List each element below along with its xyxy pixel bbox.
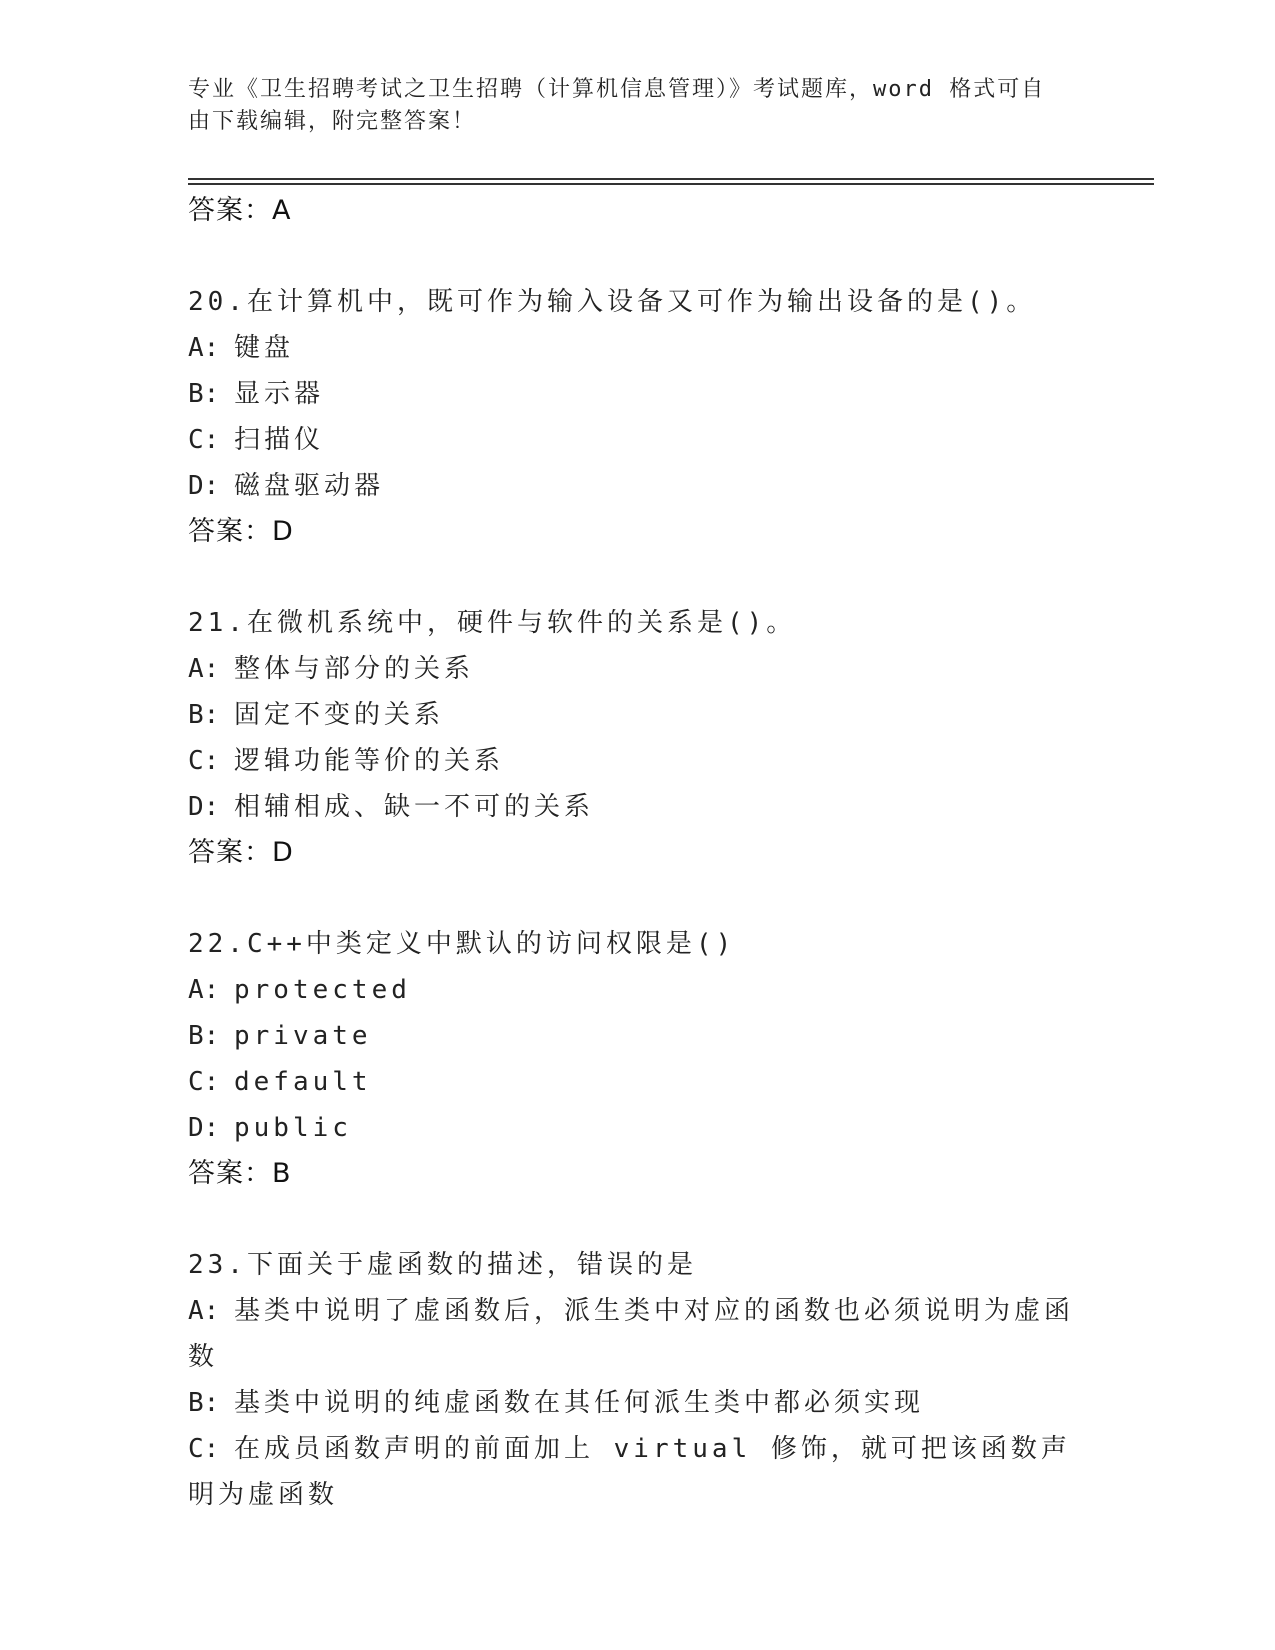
option-c [188,1426,1088,1518]
option-c [188,1059,1088,1105]
option-text: 在成员函数声明的前面加上 virtual 修饰，就可把该函数声明为虚函数 [188,1434,1071,1510]
option-text: 扫描仪 [234,425,325,455]
option-text: 基类中说明的纯虚函数在其任何派生类中都必须实现 [234,1388,925,1418]
option-a [188,646,1088,692]
spacer [188,555,1088,600]
option-text: 整体与部分的关系 [234,654,475,684]
option-b [188,692,1088,738]
option-key: A: [188,333,220,363]
question-stem: 23.下面关于虚函数的描述，错误的是 [188,1250,697,1280]
option-key: A: [188,975,220,1005]
option-text: 逻辑功能等价的关系 [234,746,505,776]
option-d [188,463,1088,509]
option-key: D: [188,471,220,501]
option-a [188,325,1088,371]
option-key: B: [188,1021,220,1051]
option-b [188,371,1088,417]
answer-line: 答案：D [188,837,294,868]
question-stem: 22.C++中类定义中默认的访问权限是() [188,929,736,959]
option-d [188,1105,1088,1151]
option-key: D: [188,792,220,822]
spacer [188,876,1088,921]
option-key: B: [188,1388,220,1418]
option-text: 磁盘驱动器 [234,471,385,501]
option-key: B: [188,700,220,730]
option-d [188,784,1088,830]
option-text: default [234,1067,372,1097]
option-key: C: [188,1434,220,1464]
spacer [188,234,1088,279]
option-key: B: [188,379,220,409]
option-text: 基类中说明了虚函数后，派生类中对应的函数也必须说明为虚函数 [188,1296,1075,1372]
document-header [188,74,1068,138]
option-key: A: [188,654,220,684]
option-text: 显示器 [234,379,325,409]
answer-line: 答案：D [188,516,294,547]
option-a [188,1288,1088,1380]
option-key: C: [188,1067,220,1097]
option-text: 固定不变的关系 [234,700,445,730]
option-b [188,1013,1088,1059]
question-list [188,188,1088,1518]
header-divider [188,178,1154,185]
option-key: C: [188,425,220,455]
option-text: 相辅相成、缺一不可的关系 [234,792,595,822]
option-c [188,738,1088,784]
option-b [188,1380,1088,1426]
option-text: 键盘 [234,333,295,363]
spacer [188,1197,1088,1242]
option-text: private [234,1021,372,1051]
question-stem: 20.在计算机中，既可作为输入设备又可作为输出设备的是()。 [188,287,1037,317]
option-key: D: [188,1113,220,1143]
option-text: protected [234,975,411,1005]
question-stem: 21.在微机系统中，硬件与软件的关系是()。 [188,608,797,638]
option-text: public [234,1113,352,1143]
option-key: C: [188,746,220,776]
option-c [188,417,1088,463]
header-text: 专业《卫生招聘考试之卫生招聘（计算机信息管理）》考试题库，word 格式可自由下载编辑，附完整答案！ [188,77,1046,134]
answer-line: 答案：B [188,1158,292,1189]
answer-line: 答案：A [188,195,292,226]
option-key: A: [188,1296,220,1326]
option-a [188,967,1088,1013]
